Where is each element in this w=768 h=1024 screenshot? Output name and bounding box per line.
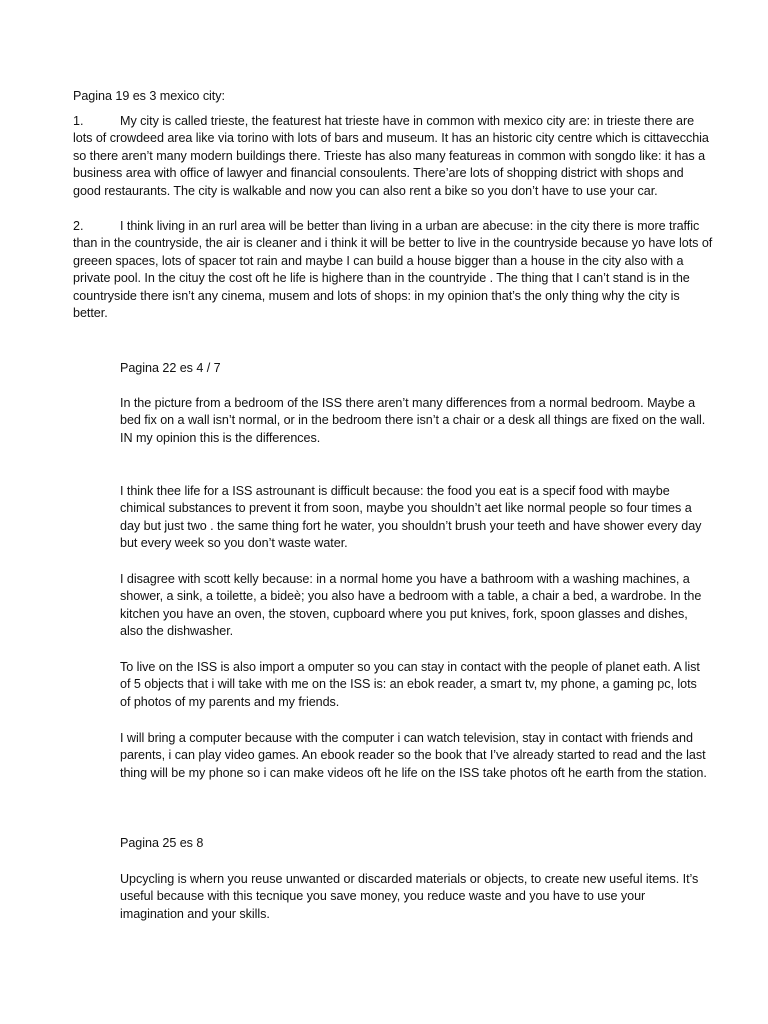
numbered-item-1 (73, 113, 713, 200)
paragraph-iss-life: I think thee life for a ISS astrounant is difficult because: the food you eat is a specif food with maybe chimical substances to prevent it from soon, maybe you shouldn’t aet like normal people so four times a day but just two . the same thing fort he water, you shouldn’t brush your teeth and have shower every day but every week so you don’t waste water. (120, 484, 702, 551)
paragraph-iss-bedroom: In the picture from a bedroom of the ISS there aren’t many differences from a normal bedroom. Maybe a bed fix on a wall isn’t normal, or in the bedroom there isn’t a chair or a desk all things are fixed on the wall. IN my opinion this is the differences. (120, 396, 706, 445)
paragraph-upcycling: Upcycling is whern you reuse unwanted or discarded materials or objects, to create new useful items. It’s useful because with this tecnique you save money, you reduce waste and you have to use your imagination and your skills. (120, 872, 699, 921)
heading-pagina-22: Pagina 22 es 4 / 7 (120, 361, 221, 375)
item-1-text: My city is called trieste, the featurest hat trieste have in common with mexico city are: in trieste there are lots of crowdeed area like via torino with lots of bars and museum. It has an historic city centre which is cittavecchia so there aren’t many modern buildings there. Trieste has also many featureas in common with songdo like: it has a business area with office of lawyer and financial consoulents. There’are lots of shopping district with shops and good restaurants. The city is walkable and now you can also rent a bike so you don’t have to use your car. (73, 114, 709, 198)
paragraph-computer: I will bring a computer because with the computer i can watch television, stay in contact with friends and parents, i can play video games. An ebook reader so the book that I’ve already started to read and the last thing will be my phone so i can make videos oft he life on the ISS take photos oft he earth from the station. (120, 731, 707, 780)
heading-pagina-25: Pagina 25 es 8 (120, 836, 204, 850)
item-1-number: 1. (73, 114, 84, 128)
numbered-item-2 (73, 218, 713, 322)
item-2-number: 2. (73, 219, 84, 233)
paragraph-objects-list: To live on the ISS is also import a omputer so you can stay in contact with the people of planet eath. A list of 5 objects that i will take with me on the ISS is: an ebok reader, a smart tv, my phone, a gaming pc, lots of photos of my parents and my friends. (120, 660, 700, 709)
heading-pagina-19: Pagina 19 es 3 mexico city: (73, 89, 225, 103)
item-2-text: I think living in an rurl area will be better than living in a urban are abecuse: in the city there is more traffic than in the countryside, the air is cleaner and i think it will be better to live in the countryside because yo have lots of greeen spaces, lots of spacer tot rain and maybe I can build a house bigger than a house in the city also with a private pool. In the cituy the cost oft he life is highere than in the countryide . The thing that I can’t stand is in the countryside there isn’t any cinema, musem and lots of shops: in my opinion that’s the only thing why the city is better. (73, 219, 713, 321)
paragraph-scott-kelly: I disagree with scott kelly because: in a normal home you have a bathroom with a washing machines, a shower, a sink, a toilette, a bideè; you also have a bedroom with a table, a chair a bed, a wardrobe. In the kitchen you have an oven, the stoven, cupboard where you put knives, fork, spoon glasses and dishes, also the dishwasher. (120, 572, 702, 639)
